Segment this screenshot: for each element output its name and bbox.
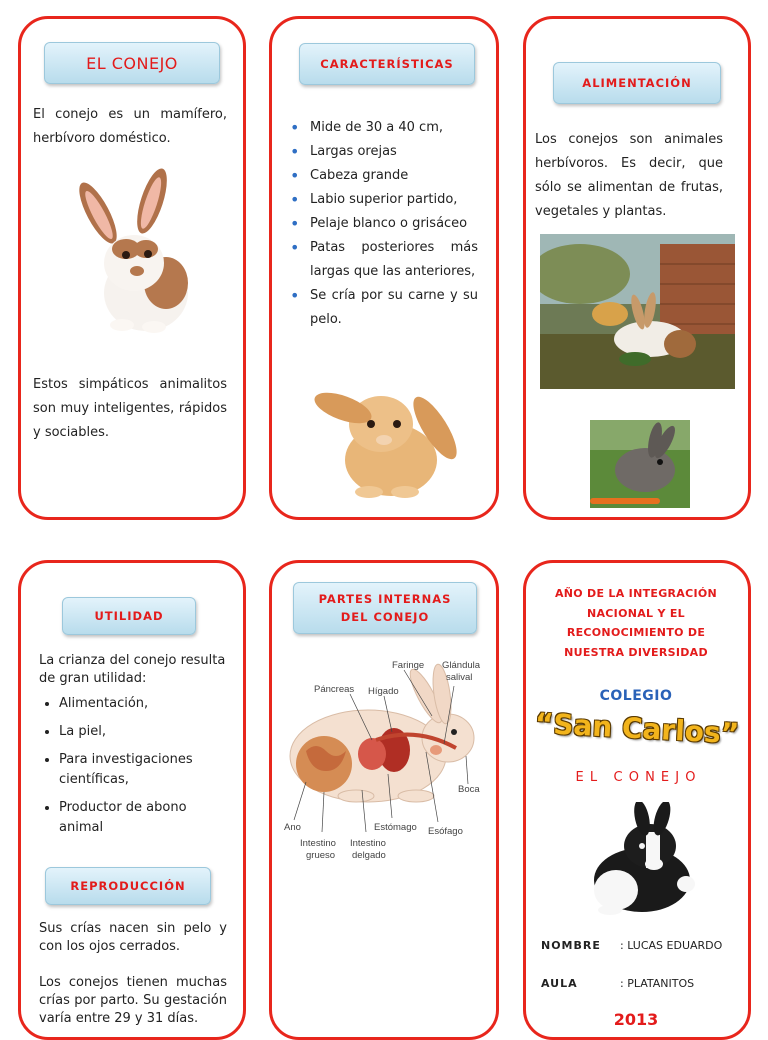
rabbit-tan-lop-image (305, 358, 465, 500)
label-glandula: Glándula (442, 660, 481, 671)
utilidad-intro: La crianza del conejo resulta de gran utilidad: (39, 653, 226, 686)
label-intestino-grueso-2: grueso (306, 850, 336, 861)
utilidad-list (39, 694, 229, 846)
title-el-conejo: EL CONEJO (44, 42, 220, 84)
rabbit-grey-carrot-image (590, 420, 690, 508)
title-alimentacion: ALIMENTACIÓN (553, 62, 721, 104)
list-item: • La piel, (59, 722, 229, 742)
list-item: • Alimentación, (59, 694, 229, 714)
list-item: • Pelaje blanco o grisáceo (310, 212, 478, 236)
school-name: “San Carlos” (534, 706, 740, 751)
label-salival: salival (446, 672, 473, 683)
list-item: • Se cría por su carne y su pelo. (310, 284, 478, 332)
rabbit-white-brown-image (68, 165, 193, 335)
list-item: • Productor de abono animal (59, 798, 229, 838)
painting-rabbits-image (540, 234, 735, 389)
list-item: • Mide de 30 a 40 cm, (310, 116, 478, 140)
colegio-label: COLEGIO (599, 688, 673, 704)
caracteristicas-list (290, 116, 478, 332)
list-item: • Labio superior partido, (310, 188, 478, 212)
title-utilidad: UTILIDAD (62, 597, 196, 635)
title-caracteristicas: CARACTERÍSTICAS (299, 43, 475, 85)
title-line-1: PARTES INTERNAS (318, 592, 452, 606)
title-reproduccion: REPRODUCCIÓN (45, 867, 211, 905)
rabbit-anatomy-diagram (276, 656, 496, 866)
aula-value: : PLATANITOS (620, 977, 695, 990)
outro-text: Estos simpáticos animalitos son muy inteligentes, rápidos y sociables. (33, 377, 227, 440)
label-boca: Boca (458, 784, 480, 795)
reproduccion-p2: Los conejos tienen muchas crías por parto. Su gestación varía entre 29 y 31 días. (39, 975, 227, 1026)
label-intestino-delgado-2: delgado (352, 850, 386, 861)
list-item: • Patas posteriores más largas que las anteriores, (310, 236, 478, 284)
label-faringe: Faringe (392, 660, 425, 671)
nombre-value: : LUCAS EDUARDO (620, 939, 723, 952)
intro-text: El conejo es un mamífero, herbívoro doméstico. (33, 107, 227, 146)
label-estomago: Estómago (374, 822, 417, 833)
subtitle-el-conejo: E L C O N E J O (575, 770, 697, 785)
label-pancreas: Páncreas (314, 684, 355, 695)
portada-header: AÑO DE LA INTEGRACIÓN NACIONAL Y EL RECONOCIMIENTO DE NUESTRA DIVERSIDAD (554, 587, 718, 659)
alimentacion-text: Los conejos son animales herbívoros. Es decir, que sólo se alimentan de frutas, vegetales y plantas. (535, 132, 723, 219)
label-esofago: Esófago (428, 826, 463, 837)
list-item: • Cabeza grande (310, 164, 478, 188)
label-higado: Hígado (368, 686, 399, 697)
title-line-2: DEL CONEJO (340, 610, 430, 624)
label-intestino-delgado-1: Intestino (350, 838, 386, 849)
year: 2013 (613, 1010, 659, 1029)
nombre-label: NOMBRE (541, 939, 601, 952)
label-ano: Ano (284, 822, 301, 833)
rabbit-black-white-image (576, 802, 701, 917)
aula-label: AULA (541, 977, 578, 990)
list-item: • Largas orejas (310, 140, 478, 164)
title-partes-internas (293, 582, 477, 634)
list-item: • Para investigaciones científicas, (59, 750, 229, 790)
label-intestino-grueso-1: Intestino (300, 838, 336, 849)
reproduccion-p1: Sus crías nacen sin pelo y con los ojos cerrados. (39, 921, 227, 954)
